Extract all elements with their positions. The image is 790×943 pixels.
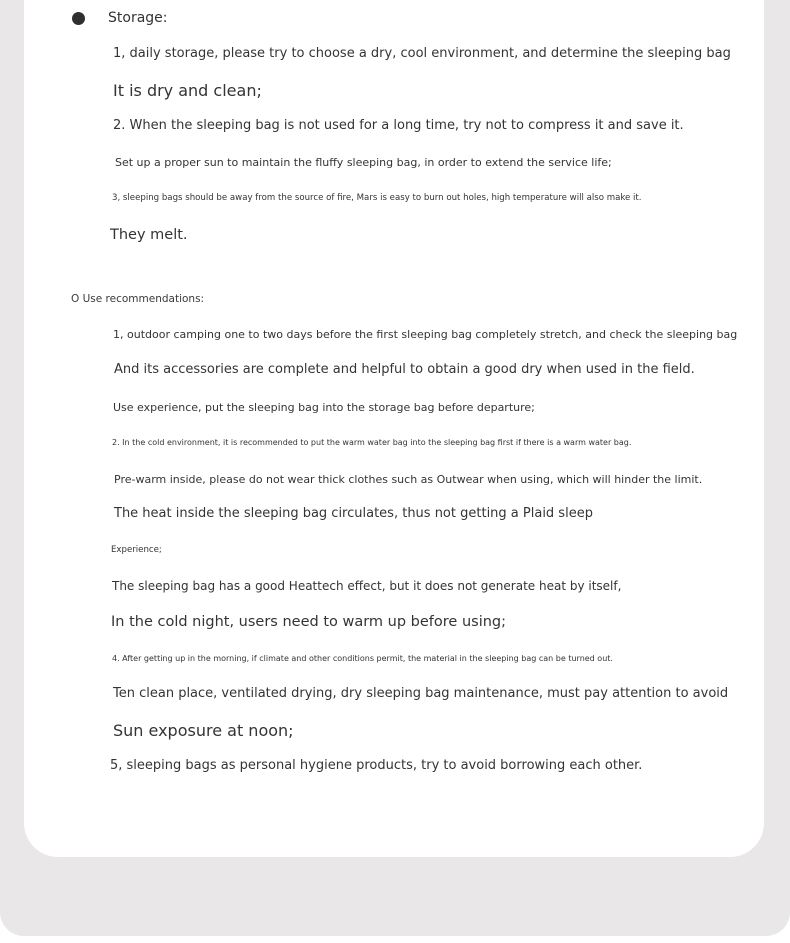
storage-line-6: They melt. [110,227,188,243]
storage-line-4: Set up a proper sun to maintain the fluffy sleeping bag, in order to extend the service life; [115,156,612,169]
storage-line-3: 2. When the sleeping bag is not used for a long time, try not to compress it and save it. [113,118,684,133]
recommendation-line-13: 5, sleeping bags as personal hygiene products, try to avoid borrowing each other. [110,758,643,773]
storage-line-2: It is dry and clean; [113,81,262,100]
storage-heading: Storage: [108,10,168,26]
recommendation-line-10: 4. After getting up in the morning, if climate and other conditions permit, the material in the sleeping bag can be turned out. [112,654,613,663]
bullet-dot-icon [72,12,85,25]
recommendations-heading: O Use recommendations: [71,293,205,305]
recommendation-line-6: The heat inside the sleeping bag circulates, thus not getting a Plaid sleep [114,506,593,521]
recommendation-line-12: Sun exposure at noon; [113,721,294,740]
storage-line-1: 1, daily storage, please try to choose a dry, cool environment, and determine the sleeping bag [113,46,731,61]
recommendation-line-5: Pre-warm inside, please do not wear thick clothes such as Outwear when using, which will hinder the limit. [114,473,703,486]
recommendation-line-11: Ten clean place, ventilated drying, dry sleeping bag maintenance, must pay attention to avoid [113,686,729,701]
recommendation-line-7: Experience; [111,545,162,555]
recommendation-line-8: The sleeping bag has a good Heattech effect, but it does not generate heat by itself, [112,579,622,593]
recommendation-line-9: In the cold night, users need to warm up before using; [111,614,506,630]
recommendation-line-1: 1, outdoor camping one to two days before the first sleeping bag completely stretch, and check the sleeping bag [113,328,738,341]
recommendation-line-3: Use experience, put the sleeping bag into the storage bag before departure; [113,401,535,414]
recommendation-line-2: And its accessories are complete and helpful to obtain a good dry when used in the field. [114,362,695,377]
storage-line-5: 3, sleeping bags should be away from the source of fire, Mars is easy to burn out holes, high temperature will also make it. [112,193,642,203]
recommendation-line-4: 2. In the cold environment, it is recommended to put the warm water bag into the sleeping bag first if there is a warm water bag. [112,438,632,447]
